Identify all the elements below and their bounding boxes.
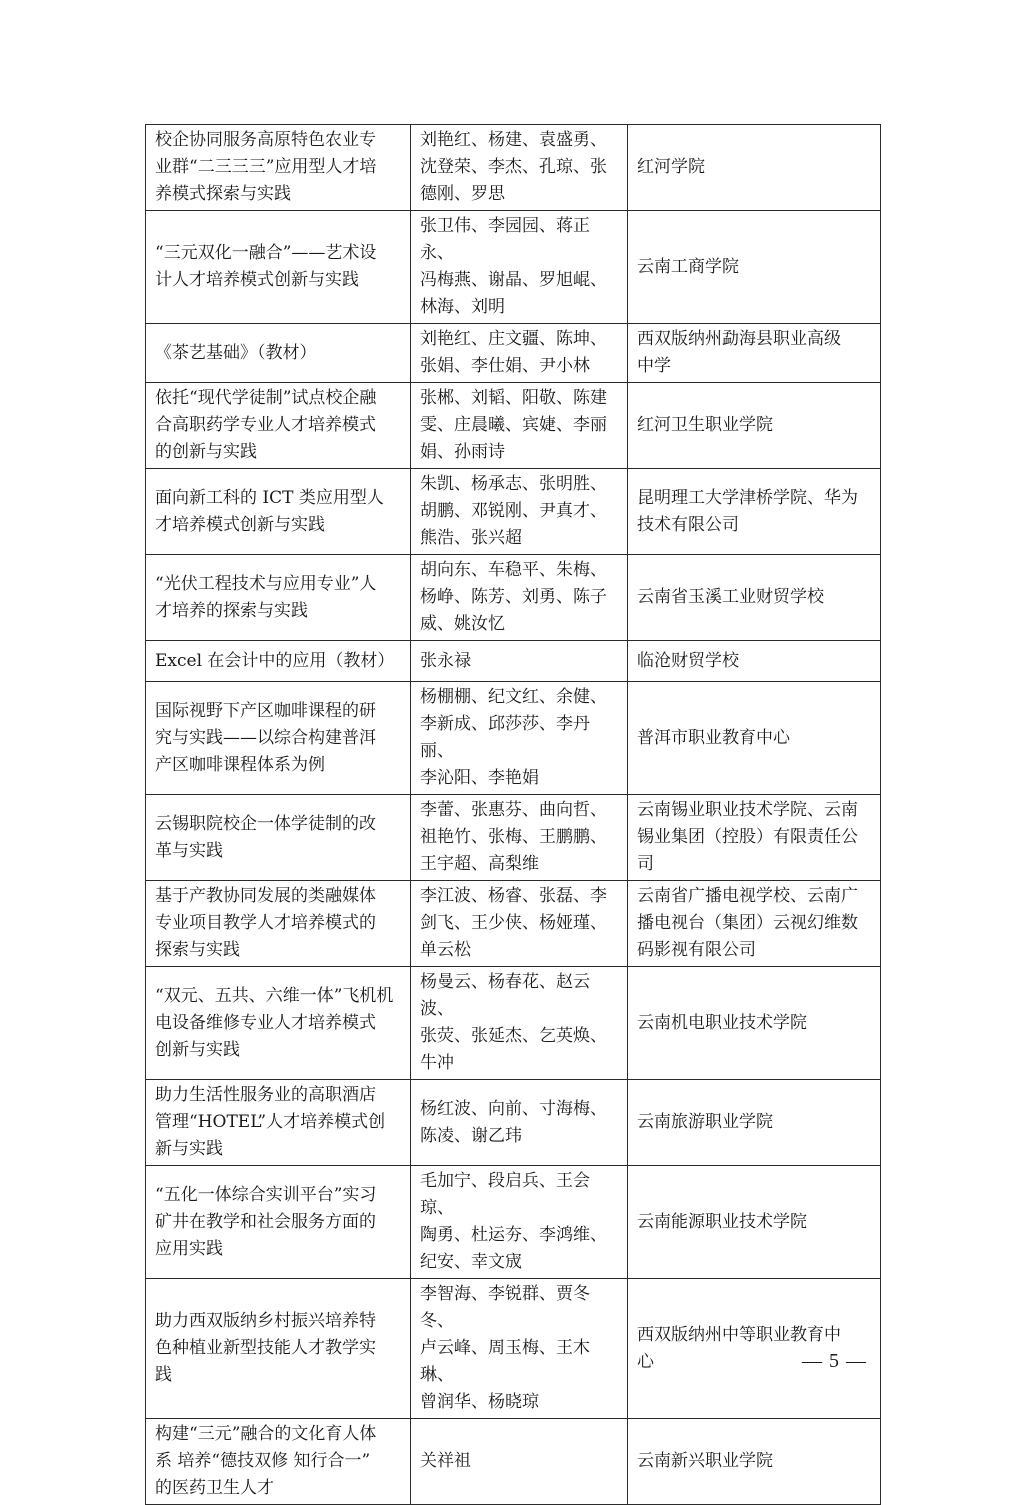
unit-cell: 西双版纳州勐海县职业高级 中学: [628, 324, 881, 383]
project-title-cell: 依托“现代学徒制”试点校企融 合高职药学专业人才培养模式 的创新与实践: [146, 383, 411, 469]
members-cell: 杨曼云、杨春花、赵云波、 张荧、张延杰、乞英焕、 牛冲: [411, 967, 628, 1080]
unit-cell: 云南工商学院: [628, 211, 881, 324]
table-row: [146, 383, 881, 469]
project-title-cell: “光伏工程技术与应用专业”人 才培养的探索与实践: [146, 555, 411, 641]
table-row: [146, 555, 881, 641]
table-row: [146, 469, 881, 555]
unit-cell: 西双版纳州中等职业教育中 心: [628, 1279, 881, 1419]
unit-cell: 云南省广播电视学校、云南广 播电视台（集团）云视幻维数 码影视有限公司: [628, 881, 881, 967]
project-title-cell: “五化一体综合实训平台”实习 矿井在教学和社会服务方面的 应用实践: [146, 1166, 411, 1279]
members-cell: 张永禄: [411, 641, 628, 682]
table-row: [146, 967, 881, 1080]
unit-cell: 云南能源职业技术学院: [628, 1166, 881, 1279]
project-title-cell: 基于产教协同发展的类融媒体 专业项目教学人才培养模式的 探索与实践: [146, 881, 411, 967]
project-title-cell: “三元双化一融合”——艺术设 计人才培养模式创新与实践: [146, 211, 411, 324]
unit-cell: 普洱市职业教育中心: [628, 682, 881, 795]
project-title-cell: 助力生活性服务业的高职酒店 管理“HOTEL”人才培养模式创 新与实践: [146, 1080, 411, 1166]
members-cell: 关祥祖: [411, 1419, 628, 1505]
unit-cell: 云南机电职业技术学院: [628, 967, 881, 1080]
table-row: [146, 324, 881, 383]
members-cell: 朱凯、杨承志、张明胜、 胡鹏、邓锐刚、尹真才、 熊浩、张兴超: [411, 469, 628, 555]
members-cell: 张卫伟、李园园、蒋正永、 冯梅燕、谢晶、罗旭崐、 林海、刘明: [411, 211, 628, 324]
table-row: [146, 1080, 881, 1166]
members-cell: 毛加宁、段启兵、王会琼、 陶勇、杜运夯、李鸿维、 纪安、幸文宬: [411, 1166, 628, 1279]
members-cell: 李蕾、张惠芬、曲向哲、 祖艳竹、张梅、王鹏鹏、 王宇超、高梨维: [411, 795, 628, 881]
unit-cell: 云南省玉溪工业财贸学校: [628, 555, 881, 641]
project-title-cell: 面向新工科的 ICT 类应用型人 才培养模式创新与实践: [146, 469, 411, 555]
unit-cell: 红河学院: [628, 125, 881, 211]
members-cell: 杨红波、向前、寸海梅、 陈凌、谢乙玮: [411, 1080, 628, 1166]
members-cell: 李智海、李锐群、贾冬冬、 卢云峰、周玉梅、王木琳、 曾润华、杨晓琼: [411, 1279, 628, 1419]
table-row: [146, 125, 881, 211]
project-title-cell: 云锡职院校企一体学徒制的改 革与实践: [146, 795, 411, 881]
unit-cell: 临沧财贸学校: [628, 641, 881, 682]
project-title-cell: Excel 在会计中的应用（教材）: [146, 641, 411, 682]
members-cell: 张郴、刘韬、阳敬、陈建 雯、庄晨曦、宾婕、李丽 娟、孙雨诗: [411, 383, 628, 469]
table-row: [146, 641, 881, 682]
unit-cell: 云南新兴职业学院: [628, 1419, 881, 1505]
project-title-cell: “双元、五共、六维一体”飞机机 电设备维修专业人才培养模式 创新与实践: [146, 967, 411, 1080]
project-title-cell: 国际视野下产区咖啡课程的研 究与实践——以综合构建普洱 产区咖啡课程体系为例: [146, 682, 411, 795]
unit-cell: 云南锡业职业技术学院、云南 锡业集团（控股）有限责任公 司: [628, 795, 881, 881]
table-row: [146, 795, 881, 881]
members-cell: 刘艳红、杨建、袁盛勇、 沈登荣、李杰、孔琼、张 德刚、罗思: [411, 125, 628, 211]
project-title-cell: 构建“三元”融合的文化育人体 系 培养“德技双修 知行合一” 的医药卫生人才: [146, 1419, 411, 1505]
project-title-cell: 《茶艺基础》（教材）: [146, 324, 411, 383]
unit-cell: 红河卫生职业学院: [628, 383, 881, 469]
page-number: — 5 —: [802, 1350, 867, 1372]
table-row: [146, 881, 881, 967]
members-cell: 杨棚棚、纪文红、余健、 李新成、邱莎莎、李丹丽、 李沁阳、李艳娟: [411, 682, 628, 795]
table-row: [146, 682, 881, 795]
members-cell: 胡向东、车稳平、朱梅、 杨峥、陈芳、刘勇、陈子 威、姚汝忆: [411, 555, 628, 641]
unit-cell: 昆明理工大学津桥学院、华为 技术有限公司: [628, 469, 881, 555]
table-row: [146, 1419, 881, 1505]
award-table: [145, 124, 881, 1505]
project-title-cell: 校企协同服务高原特色农业专 业群“二三三三”应用型人才培 养模式探索与实践: [146, 125, 411, 211]
unit-cell: 云南旅游职业学院: [628, 1080, 881, 1166]
members-cell: 刘艳红、庄文疆、陈坤、 张娟、李仕娟、尹小林: [411, 324, 628, 383]
table-row: [146, 1166, 881, 1279]
table-row: [146, 1279, 881, 1419]
table-row: [146, 211, 881, 324]
project-title-cell: 助力西双版纳乡村振兴培养特 色种植业新型技能人才教学实 践: [146, 1279, 411, 1419]
table-body: [146, 125, 881, 1505]
members-cell: 李江波、杨睿、张磊、李 剑飞、王少侠、杨娅瑾、 单云松: [411, 881, 628, 967]
